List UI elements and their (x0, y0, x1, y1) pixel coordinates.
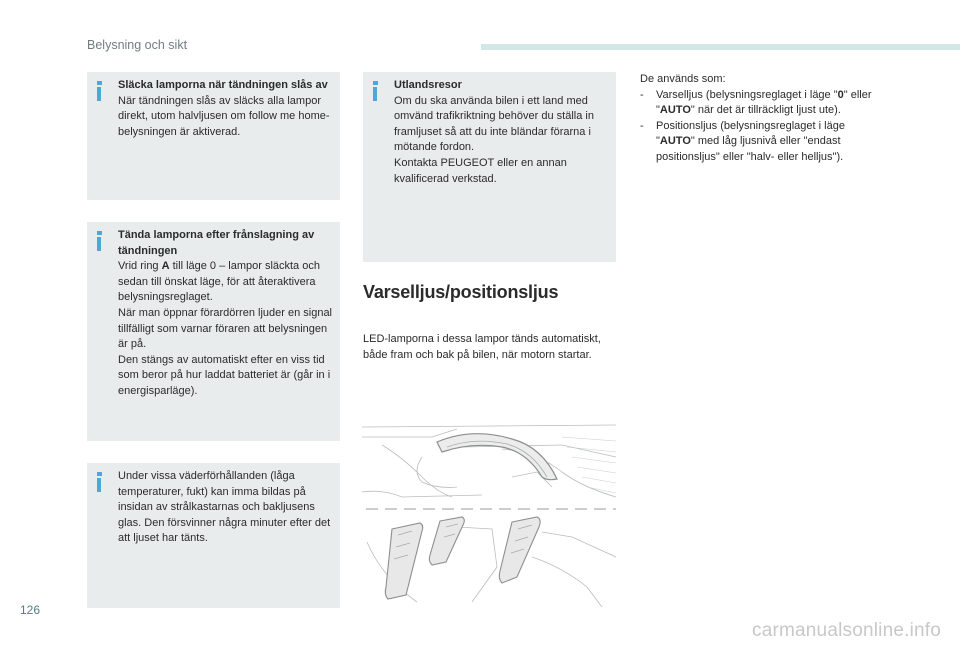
info-box-text: När man öppnar förardörren ljuder en signal tillfälligt som varnar föraren att belysningen är på. (118, 306, 333, 351)
info-box-lamps-on (87, 222, 340, 441)
info-box-lamps-off (87, 72, 340, 200)
usage-intro: De används som: (640, 73, 726, 85)
usage-item-position: - Positionsljus (belysningsreglaget i läge "AUTO" med låg ljusnivå eller "endast positionsljus" eller "halv- eller helljus"). (640, 119, 845, 163)
info-box-text: Den stängs av automatiskt efter en viss tid som beror på hur laddat batteriet är (går in i energisparläge). (118, 353, 331, 397)
info-box-title: Tända lamporna efter frånslagning av tändningen (118, 229, 315, 257)
info-box-text: Vrid ring A till läge 0 – lampor släckta och sedan till önskat läge, för att återaktivera belysningsreglaget. (118, 260, 320, 304)
watermark: carmanualsonline.info (752, 620, 942, 641)
info-box-title: Utlandsresor (394, 79, 462, 91)
info-box-text: Kontakta PEUGEOT eller en annan kvalificerad verkstad. (394, 156, 567, 185)
info-box-text: Under vissa väderförhållanden (låga temperaturer, fukt) kan imma bildas på insidan av strålkastarnas och bakljusens glas. Den försvinner några minuter efter det att ljuset har tänts. (118, 470, 331, 545)
usage-item-drl: - Varselljus (belysningsreglaget i läge "0" eller "AUTO" när det är tillräckligt ljust ute). (640, 88, 872, 117)
page-number: 126 (20, 603, 41, 617)
section-body: LED-lamporna i dessa lampor tänds automatiskt, både fram och bak på bilen, när motorn startar. (363, 333, 601, 361)
info-box-text: Om du ska använda bilen i ett land med omvänd trafikriktning behöver du ställa in framljuset så att du inte bländar förarna i mötande fordon. (394, 94, 594, 154)
info-icon (97, 231, 104, 251)
info-box-weather (87, 463, 340, 608)
info-icon (373, 81, 380, 101)
header-bar (481, 44, 960, 50)
info-icon (97, 81, 104, 101)
info-box-abroad (363, 72, 616, 262)
section-heading: Varselljus/positionsljus (363, 282, 559, 302)
info-box-title: Släcka lamporna när tändningen slås av (118, 79, 328, 91)
info-box-text: När tändningen slås av släcks alla lampor direkt, utom halvljusen om follow me home-belysningen är aktiverad. (118, 94, 330, 138)
drl-headlamp-illustration (362, 417, 616, 609)
info-icon (97, 472, 104, 492)
section-title: Belysning och sikt (87, 38, 188, 52)
usage-list (640, 72, 885, 166)
